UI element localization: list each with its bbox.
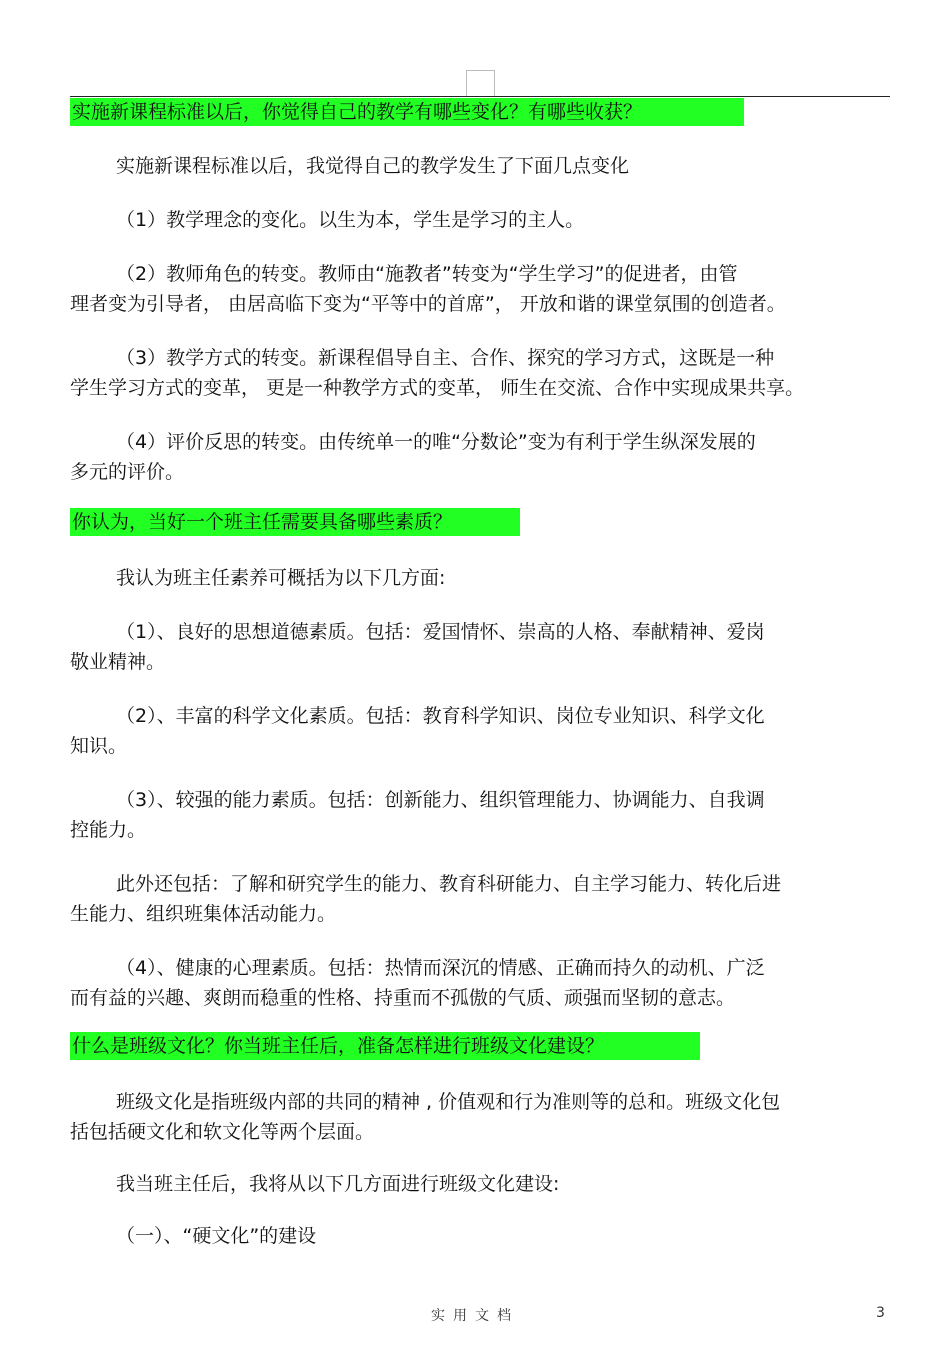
- page-number: 3: [876, 1305, 885, 1321]
- paragraph-line: （2）、丰富的科学文化素质。包括：教育科学知识、岗位专业知识、科学文化: [116, 705, 765, 727]
- question-heading-1: 实施新课程标准以后，你觉得自己的教学有哪些变化？有哪些收获？: [70, 98, 744, 126]
- paragraph-line: 学生学习方式的变革， 更是一种教学方式的变革， 师生在交流、合作中实现成果共享。: [70, 377, 805, 399]
- paragraph-line: 知识。: [70, 735, 128, 757]
- paragraph-line: 控能力。: [70, 819, 147, 841]
- paragraph-line: 我认为班主任素养可概括为以下几方面:: [116, 567, 446, 589]
- paragraph-line: 我当班主任后，我将从以下几方面进行班级文化建设:: [116, 1173, 560, 1195]
- paragraph-line: 括包括硬文化和软文化等两个层面。: [70, 1121, 375, 1143]
- paragraph-line: 多元的评价。: [70, 461, 185, 483]
- paragraph-line: （4）评价反思的转变。由传统单一的唯“分数论”变为有利于学生纵深发展的: [116, 431, 756, 453]
- paragraph-line: 敬业精神。: [70, 651, 166, 673]
- paragraph-line: （1）、良好的思想道德素质。包括：爱国情怀、崇高的人格、奉献精神、爱岗: [116, 621, 765, 643]
- question-heading-3: 什么是班级文化？你当班主任后，准备怎样进行班级文化建设？: [70, 1032, 700, 1060]
- page-footer: 实用文档: [431, 1308, 519, 1324]
- paragraph-line: （一）、“硬文化”的建设: [116, 1225, 317, 1247]
- page-top-marker: [466, 70, 495, 97]
- paragraph-line: 实施新课程标准以后，我觉得自己的教学发生了下面几点变化: [116, 155, 630, 177]
- paragraph-line: （1）教学理念的变化。以生为本，学生是学习的主人。: [116, 209, 585, 231]
- header-rule: [70, 96, 890, 97]
- paragraph-line: （3）教学方式的转变。新课程倡导自主、合作、探究的学习方式，这既是一种: [116, 347, 775, 369]
- paragraph-line: 而有益的兴趣、爽朗而稳重的性格、持重而不孤傲的气质、顽强而坚韧的意志。: [70, 987, 736, 1009]
- paragraph-line: 理者变为引导者， 由居高临下变为“平等中的首席”， 开放和谐的课堂氛围的创造者。: [70, 293, 786, 315]
- paragraph-line: 此外还包括：了解和研究学生的能力、教育科研能力、自主学习能力、转化后进: [116, 873, 782, 895]
- question-heading-2: 你认为，当好一个班主任需要具备哪些素质？: [70, 508, 520, 536]
- paragraph-line: （3）、较强的能力素质。包括：创新能力、组织管理能力、协调能力、自我调: [116, 789, 765, 811]
- paragraph-line: 生能力、组织班集体活动能力。: [70, 903, 337, 925]
- paragraph-line: （2）教师角色的转变。教师由“施教者”转变为“学生学习”的促进者，由管: [116, 263, 738, 285]
- paragraph-line: 班级文化是指班级内部的共同的精神 , 价值观和行为准则等的总和。班级文化包: [116, 1091, 781, 1113]
- paragraph-line: （4）、健康的心理素质。包括：热情而深沉的情感、正确而持久的动机、广泛: [116, 957, 765, 979]
